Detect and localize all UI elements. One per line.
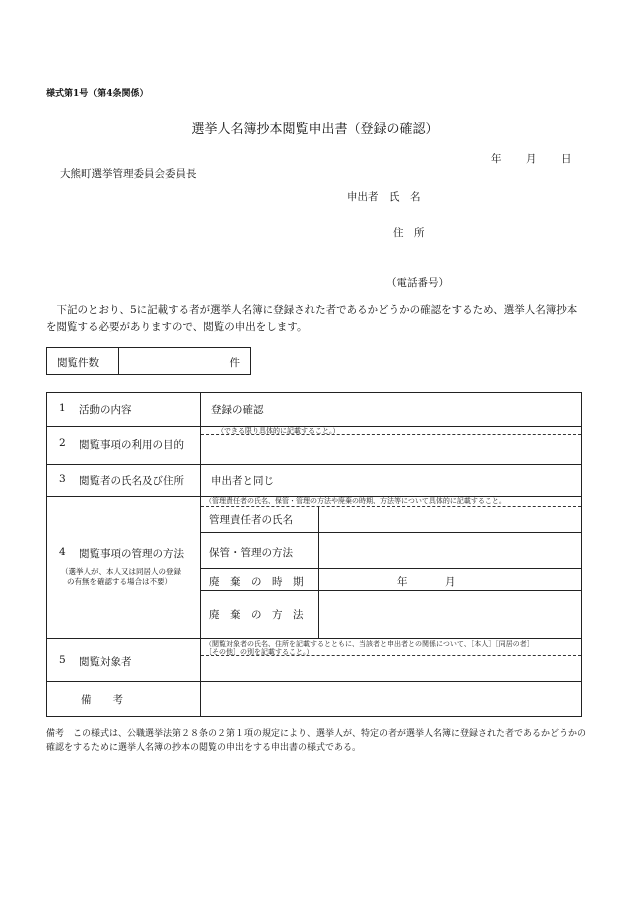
form-number: 様式第1号（第4条関係） <box>46 89 149 99</box>
row4-label: 閲覧事項の管理の方法 <box>79 548 184 560</box>
application-table <box>46 392 582 717</box>
row2-note: （できる限り具体的に記載すること。） <box>217 427 340 435</box>
row4-sub-note: （選挙人が、本人又は同居人の登録 <box>61 567 181 576</box>
body-paragraph: 下記のとおり、5に記載する者が選挙人名簿に登録された者であるかどうかの確認をするため、選挙人名簿抄本を閲覧する必要がありますので、閲覧の申出をします。 <box>46 304 578 333</box>
row5-label: 閲覧対象者 <box>79 656 132 668</box>
row2-label: 閲覧事項の利用の目的 <box>79 439 184 451</box>
footer-remark: 備考 この様式は、公職選挙法第２８条の２第１項の規定により、選挙人が、特定の者が選挙人名簿に登録された者であるかどうかの確認をするために選挙人名簿の抄本の閲覧の申出をする申出書の様式である。 <box>46 729 587 753</box>
viewing-count-label: 閲覧件数 <box>57 357 99 369</box>
row3-number: 3 <box>59 473 66 485</box>
remarks-label: 備 考 <box>81 694 123 706</box>
sub-row-divider <box>201 568 581 569</box>
manager-name-label: 管理責任者の氏名 <box>209 514 293 526</box>
row4-note: （管理責任者の氏名、保管・管理の方法や廃棄の時期、方法等について具体的に記載すること。 <box>205 497 506 505</box>
date-day-label: 日 <box>561 153 572 165</box>
row4-sub-note: の有無を確認する場合は不要） <box>67 577 172 586</box>
viewing-count-box <box>46 347 251 375</box>
row3-value: 申出者と同じ <box>211 475 274 487</box>
addressee: 大熊町選挙管理委員会委員長 <box>60 168 197 180</box>
row5-number: 5 <box>59 654 66 666</box>
document-title: 選挙人名簿抄本閲覧申出書（登録の確認） <box>191 122 439 137</box>
disposal-month-label: 月 <box>445 576 456 588</box>
disposal-year-label: 年 <box>397 576 408 588</box>
row1-number: 1 <box>59 402 66 414</box>
body-text <box>46 302 586 336</box>
disposal-method-label: 廃 棄 の 方 法 <box>209 609 304 621</box>
row4-number: 4 <box>59 546 66 558</box>
divider <box>118 348 119 374</box>
applicant-address-label: 住 所 <box>393 227 425 239</box>
applicant-name-label: 申出者 氏 名 <box>347 191 421 203</box>
column-divider <box>200 393 201 716</box>
row-divider <box>47 681 581 682</box>
row5-note: （閲覧対象者の氏名、住所を記載するとともに、当該者と申出者との関係について、［本人］［同居の者］ <box>205 640 534 648</box>
applicant-phone-label: （電話番号） <box>386 277 449 289</box>
sub-column-divider <box>318 506 319 638</box>
date-month-label: 月 <box>526 153 537 165</box>
row1-value: 登録の確認 <box>211 404 264 416</box>
viewing-count-unit: 件 <box>229 357 240 369</box>
row2-number: 2 <box>59 437 66 449</box>
storage-method-label: 保管・管理の方法 <box>209 547 293 559</box>
row-divider <box>47 464 581 465</box>
sub-row-divider <box>201 590 581 591</box>
row5-note: ［その他］の別を記載すること。） <box>205 648 314 656</box>
disposal-time-label: 廃 棄 の 時 期 <box>209 576 304 588</box>
date-year-label: 年 <box>491 153 502 165</box>
note-dashed-line <box>201 506 581 507</box>
sub-row-divider <box>201 532 581 533</box>
row3-label: 閲覧者の氏名及び住所 <box>79 475 184 487</box>
row1-label: 活動の内容 <box>79 404 132 416</box>
